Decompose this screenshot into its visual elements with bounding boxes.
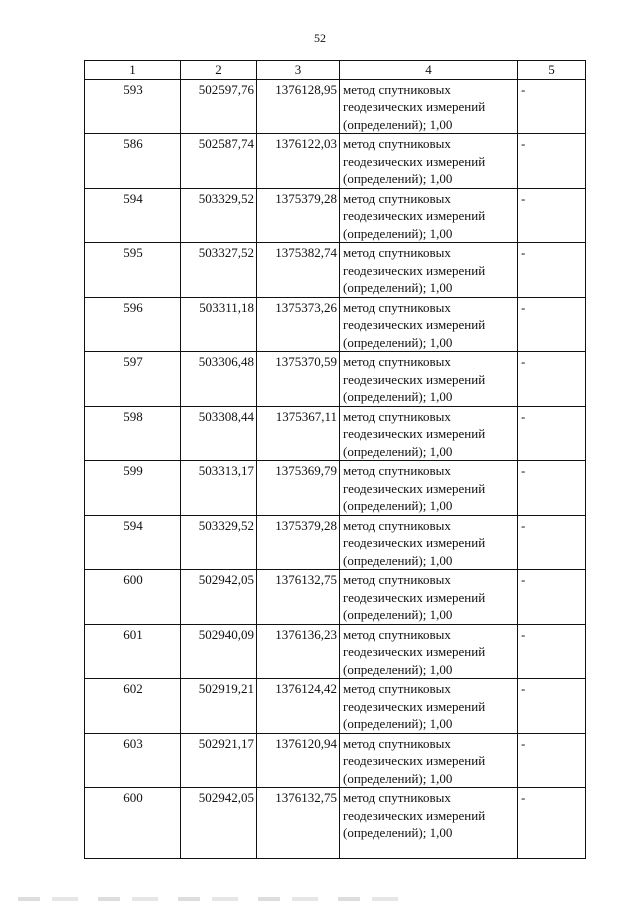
method-cell: метод спутниковых геодезических измерений (определений); 1,00 [340, 461, 518, 516]
y-coordinate-cell: 1375367,11 [257, 406, 340, 461]
y-coordinate-cell: 1375373,26 [257, 297, 340, 352]
table-row [85, 461, 586, 516]
point-number-cell: 594 [85, 515, 181, 570]
note-cell: - [518, 243, 586, 298]
point-number-cell: 603 [85, 733, 181, 788]
note-cell: - [518, 624, 586, 679]
y-coordinate-cell: 1376120,94 [257, 733, 340, 788]
method-cell: метод спутниковых геодезических измерений (определений); 1,00 [340, 243, 518, 298]
table-row [85, 406, 586, 461]
y-coordinate-cell: 1375379,28 [257, 515, 340, 570]
point-number-cell: 593 [85, 79, 181, 134]
note-cell: - [518, 406, 586, 461]
table-row [85, 624, 586, 679]
note-cell: - [518, 297, 586, 352]
x-coordinate-cell: 502942,05 [181, 570, 257, 625]
method-cell: метод спутниковых геодезических измерений (определений); 1,00 [340, 733, 518, 788]
method-cell: метод спутниковых геодезических измерений (определений); 1,00 [340, 624, 518, 679]
method-cell: метод спутниковых геодезических измерений (определений); 1,00 [340, 570, 518, 625]
table-row [85, 515, 586, 570]
y-coordinate-cell: 1376128,95 [257, 79, 340, 134]
column-header-1: 1 [85, 61, 181, 80]
x-coordinate-cell: 502587,74 [181, 134, 257, 189]
table-row [85, 788, 586, 859]
y-coordinate-cell: 1376122,03 [257, 134, 340, 189]
y-coordinate-cell: 1376132,75 [257, 788, 340, 859]
point-number-cell: 595 [85, 243, 181, 298]
method-cell: метод спутниковых геодезических измерений (определений); 1,00 [340, 79, 518, 134]
table-body [85, 79, 586, 859]
x-coordinate-cell: 503308,44 [181, 406, 257, 461]
method-cell: метод спутниковых геодезических измерений (определений); 1,00 [340, 679, 518, 734]
x-coordinate-cell: 502919,21 [181, 679, 257, 734]
x-coordinate-cell: 502942,05 [181, 788, 257, 859]
note-cell: - [518, 188, 586, 243]
table-row [85, 243, 586, 298]
y-coordinate-cell: 1375369,79 [257, 461, 340, 516]
column-header-2: 2 [181, 61, 257, 80]
point-number-cell: 600 [85, 788, 181, 859]
point-number-cell: 601 [85, 624, 181, 679]
table-row [85, 570, 586, 625]
point-number-cell: 600 [85, 570, 181, 625]
table-row [85, 134, 586, 189]
table-row [85, 188, 586, 243]
point-number-cell: 594 [85, 188, 181, 243]
table-row [85, 733, 586, 788]
note-cell: - [518, 352, 586, 407]
table-row [85, 297, 586, 352]
x-coordinate-cell: 502940,09 [181, 624, 257, 679]
note-cell: - [518, 79, 586, 134]
x-coordinate-cell: 503329,52 [181, 515, 257, 570]
y-coordinate-cell: 1376132,75 [257, 570, 340, 625]
point-number-cell: 602 [85, 679, 181, 734]
x-coordinate-cell: 503306,48 [181, 352, 257, 407]
scan-artifact [18, 897, 398, 901]
y-coordinate-cell: 1375379,28 [257, 188, 340, 243]
method-cell: метод спутниковых геодезических измерений (определений); 1,00 [340, 788, 518, 859]
y-coordinate-cell: 1375370,59 [257, 352, 340, 407]
point-number-cell: 586 [85, 134, 181, 189]
page-number: 52 [314, 31, 326, 45]
note-cell: - [518, 515, 586, 570]
column-header-4: 4 [340, 61, 518, 80]
table-header-row [85, 61, 586, 80]
point-number-cell: 599 [85, 461, 181, 516]
note-cell: - [518, 134, 586, 189]
y-coordinate-cell: 1375382,74 [257, 243, 340, 298]
method-cell: метод спутниковых геодезических измерений (определений); 1,00 [340, 515, 518, 570]
x-coordinate-cell: 503311,18 [181, 297, 257, 352]
coordinates-table [84, 60, 586, 859]
point-number-cell: 598 [85, 406, 181, 461]
x-coordinate-cell: 503313,17 [181, 461, 257, 516]
method-cell: метод спутниковых геодезических измерений (определений); 1,00 [340, 352, 518, 407]
note-cell: - [518, 679, 586, 734]
table-row [85, 79, 586, 134]
table-row [85, 679, 586, 734]
point-number-cell: 597 [85, 352, 181, 407]
point-number-cell: 596 [85, 297, 181, 352]
y-coordinate-cell: 1376136,23 [257, 624, 340, 679]
note-cell: - [518, 461, 586, 516]
x-coordinate-cell: 502597,76 [181, 79, 257, 134]
y-coordinate-cell: 1376124,42 [257, 679, 340, 734]
column-header-3: 3 [257, 61, 340, 80]
column-header-5: 5 [518, 61, 586, 80]
table-row [85, 352, 586, 407]
method-cell: метод спутниковых геодезических измерений (определений); 1,00 [340, 134, 518, 189]
method-cell: метод спутниковых геодезических измерений (определений); 1,00 [340, 297, 518, 352]
x-coordinate-cell: 503329,52 [181, 188, 257, 243]
x-coordinate-cell: 502921,17 [181, 733, 257, 788]
note-cell: - [518, 570, 586, 625]
x-coordinate-cell: 503327,52 [181, 243, 257, 298]
method-cell: метод спутниковых геодезических измерений (определений); 1,00 [340, 406, 518, 461]
note-cell: - [518, 733, 586, 788]
method-cell: метод спутниковых геодезических измерений (определений); 1,00 [340, 188, 518, 243]
note-cell: - [518, 788, 586, 859]
